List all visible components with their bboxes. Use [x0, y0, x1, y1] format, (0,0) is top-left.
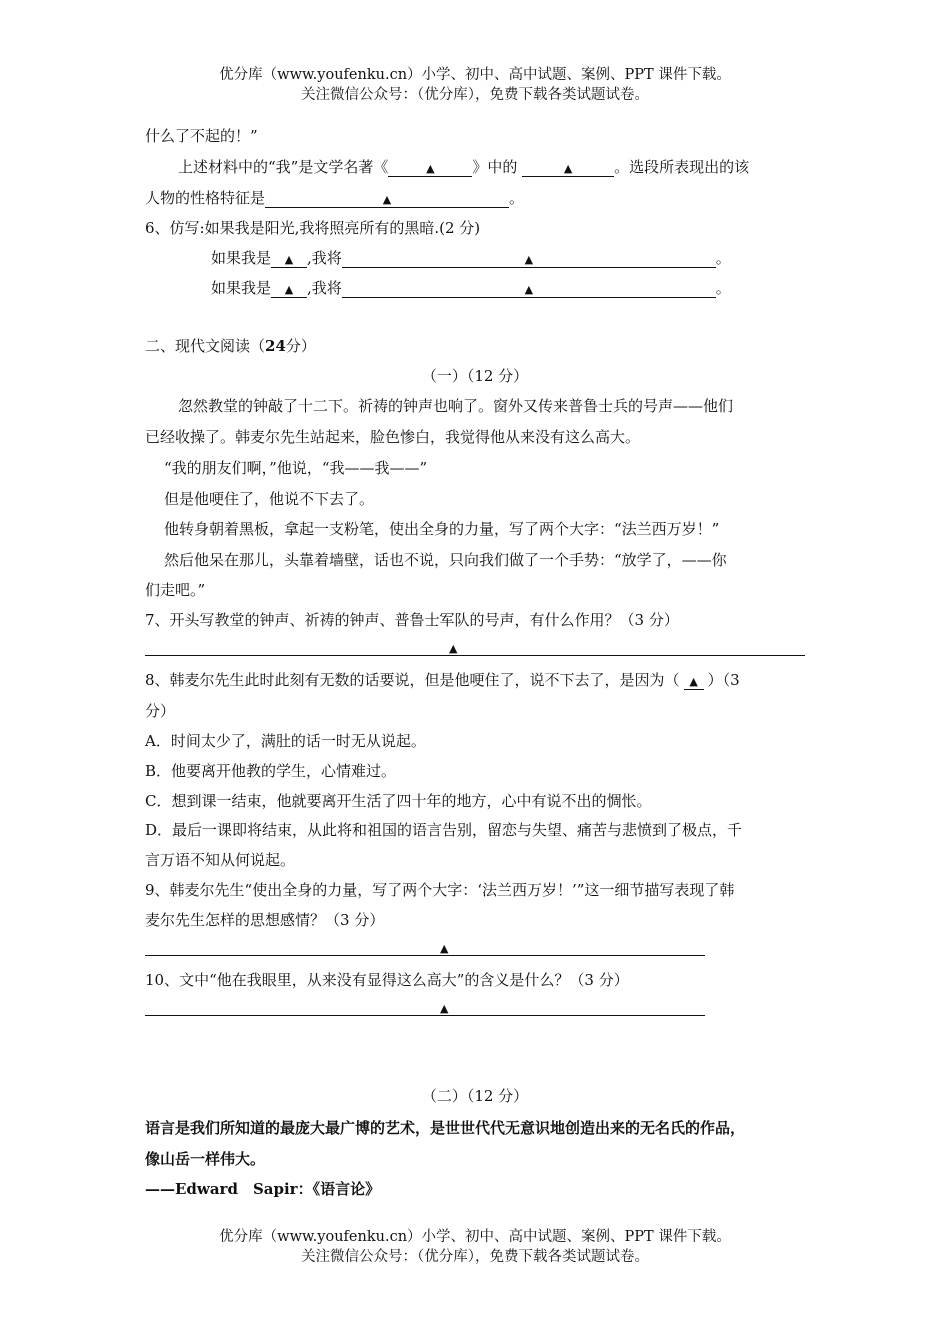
q8-option-d[interactable]: D．最后一课即将结束，从此将和祖国的语言告别，留恋与失望、痛苦与悲愤到了极点，千: [145, 821, 743, 839]
q5-text-c: 。选段所表现出的该: [614, 158, 750, 176]
imitation-blank-1b[interactable]: [342, 249, 716, 268]
q7-answer-line[interactable]: [145, 655, 805, 656]
epigraph-line-2: 像山岳一样伟大。: [145, 1150, 266, 1168]
header-line-2: 关注微信公众号：（优分库），免费下载各类试题试卷。: [301, 87, 649, 103]
q10-answer-line[interactable]: [145, 1015, 705, 1016]
character-blank[interactable]: [522, 158, 614, 177]
q5-text-d: 人物的性格特征是: [145, 189, 266, 207]
q8-stem-line-2: 分）: [145, 702, 176, 720]
q8-option-a[interactable]: A．时间太少了，满肚的话一时无从说起。: [145, 732, 426, 750]
q10-question: 10、文中“他在我眼里，从来没有显得这么高大”的含义是什么？（3 分）: [145, 971, 629, 989]
answer-marker: ▲: [284, 283, 294, 296]
q5-prompt-line-1: [178, 157, 749, 177]
answer-marker: ▲: [440, 1002, 449, 1015]
q6-title: 6、仿写:如果我是阳光,我将照亮所有的黑暗.(2 分): [145, 219, 481, 237]
passage-1-line-2: 已经收操了。韩麦尔先生站起来，脸色惨白，我觉得他从来没有这么高大。: [145, 428, 641, 446]
q6-text-a: 如果我是: [211, 249, 272, 267]
q6-end: 。: [715, 249, 731, 267]
answer-marker: ▲: [284, 253, 294, 266]
trait-blank[interactable]: [265, 189, 509, 208]
answer-marker: ▲: [426, 162, 435, 175]
answer-marker: ▲: [689, 675, 698, 688]
q5-prompt-line-2: [145, 188, 524, 208]
answer-marker: ▲: [563, 162, 573, 175]
passage-1-line-1: 忽然教堂的钟敲了十二下。祈祷的钟声也响了。窗外又传来普鲁士兵的号声——他们: [178, 397, 734, 415]
q6-imitation-2: [211, 278, 731, 298]
header-line-1: 优分库（www.youfenku.cn）小学、初中、高中试题、案例、PPT 课件下载。: [219, 67, 731, 83]
passage-1-line-7: 们走吧。”: [145, 581, 206, 599]
footer-line-2: 关注微信公众号：（优分库），免费下载各类试题试卷。: [301, 1249, 649, 1265]
q8-option-d-cont: 言万语不知从何说起。: [145, 851, 296, 869]
q7-question: 7、开头写教堂的钟声、祈祷的钟声、普鲁士军队的号声，有什么作用？（3 分）: [145, 611, 679, 629]
passage-1-line-3: “我的朋友们啊，”他说，“我——我——”: [164, 459, 428, 477]
passage-1-line-6: 然后他呆在那儿，头靠着墙壁，话也不说，只向我们做了一个手势：“放学了，——你: [164, 551, 727, 569]
q6-imitation-1: [211, 248, 731, 268]
imitation-blank-1a[interactable]: [271, 249, 307, 268]
q6-text-b: ,我将: [307, 279, 342, 297]
q8-option-b[interactable]: B．他要离开他教的学生，心情难过。: [145, 762, 397, 780]
answer-marker: ▲: [524, 283, 534, 296]
answer-marker: ▲: [449, 642, 458, 655]
q5-text-a: 上述材料中的“我”是文学名著《: [178, 158, 389, 176]
q6-text-b: ,我将: [307, 249, 342, 267]
answer-marker: ▲: [440, 942, 449, 955]
epigraph-source: ——Edward Sapir：《语言论》: [145, 1180, 381, 1198]
q8-stem-end: ）（3: [707, 671, 740, 689]
q8-choice-blank[interactable]: [684, 671, 704, 690]
epigraph-line-1: 语言是我们所知道的最庞大最广博的艺术，是世世代代无意识地创造出来的无名氏的作品，: [145, 1119, 746, 1137]
imitation-blank-2a[interactable]: [271, 279, 307, 298]
passage-1-line-5: 他转身朝着黑板，拿起一支粉笔，使出全身的力量，写了两个大字：“法兰西万岁！”: [164, 520, 720, 538]
part-1-title: （一）（12 分）: [421, 367, 529, 385]
q5-text-b: 》中的: [472, 158, 518, 176]
part-2-title: （二）（12 分）: [421, 1087, 529, 1105]
section-2-title: [145, 336, 316, 356]
q9-answer-line[interactable]: [145, 955, 705, 956]
section-2-score: 24: [265, 337, 286, 355]
q8-stem: 8、韩麦尔先生此时此刻有无数的话要说，但是他哽住了，说不下去了，是因为（: [145, 671, 680, 689]
book-title-blank[interactable]: [388, 158, 472, 177]
q8-question: [145, 670, 740, 690]
q8-option-c[interactable]: C．想到课一结束，他就要离开生活了四十年的地方，心中有说不出的惆怅。: [145, 792, 652, 810]
q9-question-line-2: 麦尔先生怎样的思想感情？（3 分）: [145, 911, 385, 929]
section-2-label: 二、现代文阅读（: [145, 337, 266, 355]
imitation-blank-2b[interactable]: [342, 279, 716, 298]
q6-end: 。: [715, 279, 731, 297]
answer-marker: ▲: [382, 193, 392, 206]
passage-1-line-4: 但是他哽住了，他说不下去了。: [164, 490, 375, 508]
q9-question-line-1: 9、韩麦尔先生“使出全身的力量，写了两个大字：‘法兰西万岁！’”这一细节描写表现了韩: [145, 881, 735, 899]
q6-text-a: 如果我是: [211, 279, 272, 297]
section-2-close: 分）: [285, 337, 316, 355]
footer-line-1: 优分库（www.youfenku.cn）小学、初中、高中试题、案例、PPT 课件下载。: [219, 1229, 731, 1245]
q5-text-e: 。: [509, 189, 525, 207]
q5-continuation: 什么了不起的！”: [145, 127, 258, 145]
answer-marker: ▲: [524, 253, 534, 266]
